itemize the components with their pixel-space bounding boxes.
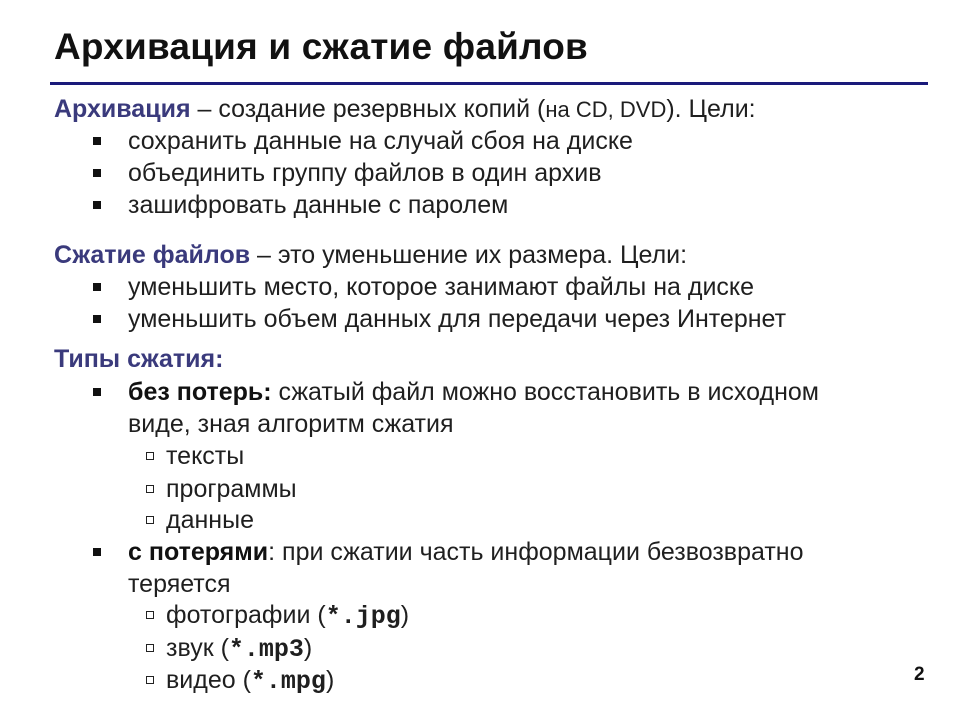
lossy-label: с потерями	[128, 538, 269, 566]
archiving-definition-media: на CD, DVD	[545, 97, 667, 122]
lossy-example	[166, 633, 312, 665]
compression-definition	[54, 240, 687, 270]
sub-bullet-marker	[146, 676, 154, 684]
bullet-marker	[93, 169, 101, 177]
file-extension: *.mpg	[250, 667, 326, 696]
bullet-marker	[93, 388, 101, 396]
compression-goal-1: уменьшить место, которое занимают файлы на диске	[128, 273, 755, 301]
sub-bullet-marker	[146, 485, 154, 493]
lossless-line-2: виде, зная алгоритм сжатия	[128, 410, 454, 438]
lossy-example-name: видео (	[166, 666, 251, 694]
lossy-example	[166, 665, 334, 697]
sub-bullet-marker	[146, 516, 154, 524]
lossy-example-name: звук (	[166, 634, 229, 662]
page-number: 2	[914, 664, 925, 685]
archiving-goal-1: сохранить данные на случай сбоя на диске	[128, 127, 633, 155]
lossy-example-close: )	[303, 634, 313, 662]
lossless-example: данные	[166, 506, 254, 534]
lossy-text: : при сжатии часть информации безвозвратно	[268, 538, 804, 566]
archiving-goal-3: зашифровать данные с паролем	[128, 191, 509, 219]
lossless-text: сжатый файл можно восстановить в исходном	[271, 378, 819, 406]
archiving-term: Архивация	[54, 95, 191, 123]
lossless-example: тексты	[166, 442, 245, 470]
archiving-goal-2: объединить группу файлов в один архив	[128, 159, 602, 187]
compression-definition-text: – это уменьшение их размера. Цели:	[250, 241, 688, 269]
bullet-marker	[93, 315, 101, 323]
sub-bullet-marker	[146, 611, 154, 619]
compression-types-heading: Типы сжатия:	[54, 345, 224, 373]
archiving-definition-start: – создание резервных копий (	[190, 95, 546, 123]
file-extension: *.mp3	[228, 635, 304, 664]
slide-title: Архивация и сжатие файлов	[54, 26, 589, 67]
lossy-example-close: )	[400, 601, 410, 629]
bullet-marker	[93, 137, 101, 145]
lossy-line-2: теряется	[128, 570, 231, 598]
sub-bullet-marker	[146, 452, 154, 460]
archiving-definition	[54, 94, 756, 125]
archiving-definition-end: ). Цели:	[666, 95, 756, 123]
compression-term: Сжатие файлов	[54, 241, 251, 269]
bullet-marker	[93, 283, 101, 291]
title-divider	[50, 82, 928, 85]
sub-bullet-marker	[146, 644, 154, 652]
bullet-marker	[93, 548, 101, 556]
lossless-example: программы	[166, 475, 297, 503]
bullet-marker	[93, 201, 101, 209]
file-extension: *.jpg	[325, 602, 401, 631]
lossless-label: без потерь:	[128, 378, 272, 406]
lossy-example-close: )	[325, 666, 335, 694]
lossy-line-1	[128, 537, 804, 567]
lossy-example-name: фотографии (	[166, 601, 326, 629]
lossy-example	[166, 600, 409, 632]
lossless-line-1	[128, 377, 819, 407]
compression-goal-2: уменьшить объем данных для передачи через Интернет	[128, 305, 787, 333]
